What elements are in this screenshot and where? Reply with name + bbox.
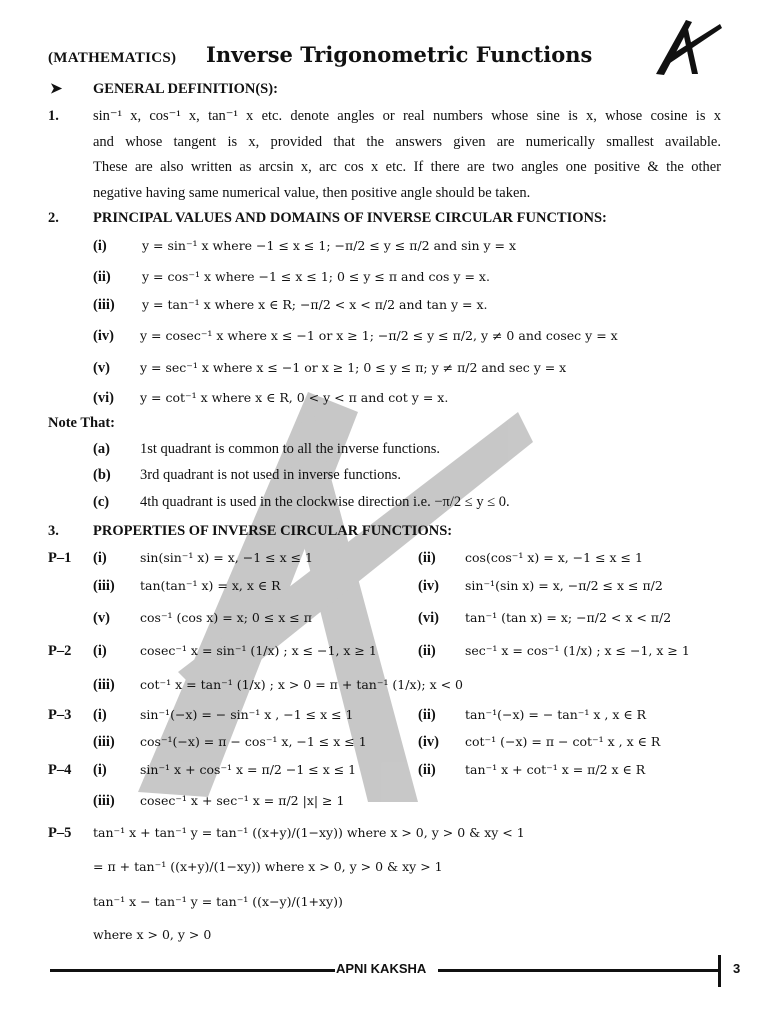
note-text: 4th quadrant is used in the clockwise direction i.e. −π/2 ≤ y ≤ 0. <box>140 494 510 510</box>
formula: = π + tan⁻¹ ((x+y)/(1−xy)) where x > 0, y > 0 & xy > 1 <box>93 859 443 874</box>
formula: sec⁻¹ x = cos⁻¹ (1/x) ; x ≤ −1, x ≥ 1 <box>465 643 690 658</box>
item-label: (c) <box>93 494 110 510</box>
formula: cos(cos⁻¹ x) = x, −1 ≤ x ≤ 1 <box>465 550 643 565</box>
formula: tan⁻¹ x + cot⁻¹ x = π/2 x ∈ R <box>465 762 646 777</box>
formula: y = tan⁻¹ x where x ∈ R; −π/2 < x < π/2 and tan y = x. <box>142 297 488 312</box>
formula: tan⁻¹ (tan x) = x; −π/2 < x < π/2 <box>465 610 672 625</box>
formula: tan⁻¹(−x) = − tan⁻¹ x , x ∈ R <box>465 707 647 722</box>
item-label: (vi) <box>93 390 114 406</box>
item-label: (iii) <box>93 734 115 750</box>
item-label: (i) <box>93 238 107 254</box>
item-label: (iv) <box>418 734 439 750</box>
section-bullet: ➤ <box>50 81 63 97</box>
item-label: (i) <box>93 707 107 723</box>
item-label: (i) <box>93 550 107 566</box>
section-heading-general: GENERAL DEFINITION(S): <box>93 81 278 97</box>
note-text: 3rd quadrant is not used in inverse functions. <box>140 467 401 483</box>
formula: sin⁻¹ x + cos⁻¹ x = π/2 −1 ≤ x ≤ 1 <box>140 762 357 777</box>
item-label: (iii) <box>93 677 115 693</box>
formula: cot⁻¹ x = tan⁻¹ (1/x) ; x > 0 = π + tan⁻¹ (1/x); x < 0 <box>140 677 463 692</box>
definition-line: sin⁻¹ x, cos⁻¹ x, tan⁻¹ x etc. denote angles or real numbers whose sine is x, whose cosine is x <box>93 108 721 124</box>
formula: tan⁻¹ x − tan⁻¹ y = tan⁻¹ ((x−y)/(1+xy)) <box>93 894 343 909</box>
formula: y = cot⁻¹ x where x ∈ R, 0 < y < π and cot y = x. <box>140 390 449 405</box>
property-tag: P–2 <box>48 643 72 659</box>
item-label: (i) <box>93 762 107 778</box>
item-label: (iii) <box>93 297 115 313</box>
item-label: (iii) <box>93 793 115 809</box>
section-heading-properties: PROPERTIES OF INVERSE CIRCULAR FUNCTIONS: <box>93 523 453 539</box>
formula: cosec⁻¹ x = sin⁻¹ (1/x) ; x ≤ −1, x ≥ 1 <box>140 643 377 658</box>
item-label: (ii) <box>418 643 436 659</box>
formula: tan(tan⁻¹ x) = x, x ∈ R <box>140 578 281 593</box>
item-label: (vi) <box>418 610 439 626</box>
property-tag: P–1 <box>48 550 72 566</box>
formula: y = cosec⁻¹ x where x ≤ −1 or x ≥ 1; −π/2 ≤ y ≤ π/2, y ≠ 0 and cosec y = x <box>140 328 618 343</box>
definition-line: and whose tangent is x, provided that the answers given are numerically smallest available. <box>93 134 721 150</box>
item-number: 2. <box>48 210 59 226</box>
item-number: 1. <box>48 108 59 124</box>
item-label: (a) <box>93 441 110 457</box>
page-number: 3 <box>733 961 741 976</box>
formula: y = sec⁻¹ x where x ≤ −1 or x ≥ 1; 0 ≤ y ≤ π; y ≠ π/2 and sec y = x <box>140 360 567 375</box>
property-tag: P–5 <box>48 825 72 841</box>
section-heading-principal: PRINCIPAL VALUES AND DOMAINS OF INVERSE CIRCULAR FUNCTIONS: <box>93 210 607 226</box>
property-tag: P–3 <box>48 707 72 723</box>
property-tag: P–4 <box>48 762 72 778</box>
page-title: Inverse Trigonometric Functions <box>206 42 593 67</box>
subject-label: (MATHEMATICS) <box>48 50 177 66</box>
item-label: (ii) <box>93 269 111 285</box>
item-label: (b) <box>93 467 111 483</box>
formula: cot⁻¹ (−x) = π − cot⁻¹ x , x ∈ R <box>465 734 661 749</box>
note-text: 1st quadrant is common to all the inverse functions. <box>140 441 441 457</box>
formula: y = sin⁻¹ x where −1 ≤ x ≤ 1; −π/2 ≤ y ≤ π/2 and sin y = x <box>142 238 517 253</box>
item-label: (ii) <box>418 707 436 723</box>
formula: cos⁻¹(−x) = π − cos⁻¹ x, −1 ≤ x ≤ 1 <box>140 734 367 749</box>
item-label: (v) <box>93 610 110 626</box>
item-label: (ii) <box>418 762 436 778</box>
item-number: 3. <box>48 523 59 539</box>
note-heading: Note That: <box>48 415 115 431</box>
formula: cos⁻¹ (cos x) = x; 0 ≤ x ≤ π <box>140 610 312 625</box>
formula: tan⁻¹ x + tan⁻¹ y = tan⁻¹ ((x+y)/(1−xy)) where x > 0, y > 0 & xy < 1 <box>93 825 525 840</box>
item-label: (iii) <box>93 578 115 594</box>
footer-brand: APNI KAKSHA <box>336 961 427 976</box>
definition-line: negative having same numerical value, then positive angle should be taken. <box>93 185 531 201</box>
item-label: (ii) <box>418 550 436 566</box>
item-label: (i) <box>93 643 107 659</box>
formula: where x > 0, y > 0 <box>93 927 212 942</box>
formula: sin⁻¹(−x) = − sin⁻¹ x , −1 ≤ x ≤ 1 <box>140 707 354 722</box>
formula: sin(sin⁻¹ x) = x, −1 ≤ x ≤ 1 <box>140 550 313 565</box>
item-label: (iv) <box>93 328 114 344</box>
item-label: (v) <box>93 360 110 376</box>
formula: cosec⁻¹ x + sec⁻¹ x = π/2 |x| ≥ 1 <box>140 793 345 808</box>
definition-line: These are also written as arcsin x, arc cos x etc. If there are two angles one positive & the other <box>93 159 721 175</box>
formula: sin⁻¹(sin x) = x, −π/2 ≤ x ≤ π/2 <box>465 578 663 593</box>
item-label: (iv) <box>418 578 439 594</box>
formula: y = cos⁻¹ x where −1 ≤ x ≤ 1; 0 ≤ y ≤ π and cos y = x. <box>142 269 490 284</box>
